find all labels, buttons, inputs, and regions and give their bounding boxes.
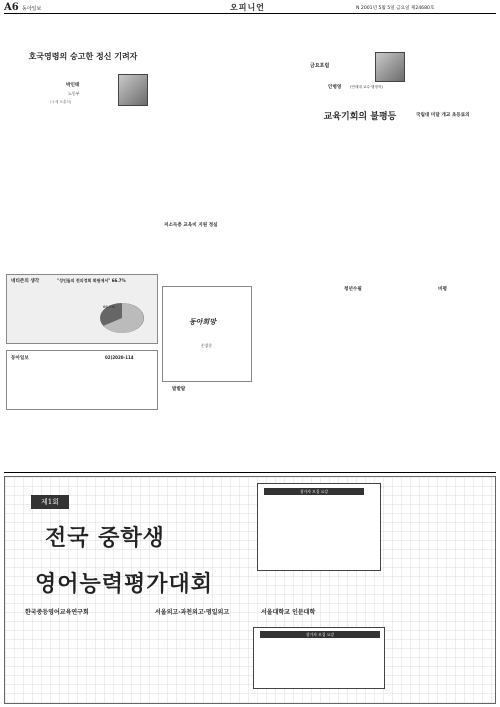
paper-name: 동아일보	[22, 6, 42, 12]
author-photo-left	[118, 74, 148, 106]
section-name: 오피니언	[230, 3, 265, 12]
obituary-body	[408, 296, 496, 466]
advertisement	[4, 476, 496, 704]
guest-column-author-role: (연세대 교수·행정학)	[350, 85, 383, 89]
header-rule	[4, 13, 496, 14]
contact-phone: 02)2020-114	[105, 355, 134, 360]
guest-subhead: 저소득층 교육비 지원 정실	[164, 223, 218, 228]
guest-column-title: 교육기회의 불평등	[323, 112, 397, 122]
guest-body-3	[310, 148, 410, 268]
obituary-label: 비평	[438, 287, 447, 292]
center-body-top-2	[236, 20, 306, 200]
poll-question: "성인들의 전의정회 회원에서" 66.7%	[57, 278, 126, 283]
guest-body-2	[236, 200, 306, 280]
guest-body-1	[162, 200, 232, 280]
left-column-author-role: 노동부	[68, 91, 80, 96]
editorial-body	[162, 396, 252, 466]
page-number: A6	[4, 2, 19, 13]
essay-body-1	[332, 296, 404, 466]
ad-info-box-top	[257, 483, 381, 571]
poll-box	[6, 274, 158, 344]
ad-edition-badge: 제1회	[31, 495, 69, 509]
poll-result: 66.7%	[103, 304, 116, 309]
contact-body	[11, 363, 155, 407]
right-body-top	[412, 20, 496, 106]
editorial-label: 발발탈	[172, 387, 186, 392]
ad-info-box-top-header: 참가자 모집 요강	[264, 488, 364, 495]
left-column-title: 호국영령의 숭고한 정신 기려자	[28, 52, 138, 61]
left-column-author-note: (국제 보훈처)	[50, 100, 72, 104]
left-column-body	[8, 112, 80, 258]
contact-box	[6, 350, 158, 410]
ad-sponsor-3: 서울대학교 인문대학	[261, 609, 316, 616]
poll-body	[11, 289, 81, 329]
essay-label: 청년수필	[344, 287, 362, 292]
ad-sponsor-2: 서울외고·과천외고·명일외고	[155, 609, 230, 616]
ad-info-box-bottom-body	[260, 640, 380, 686]
cartoon-caption: 손창준	[201, 343, 213, 348]
ad-title-line1: 전국 중학생	[45, 526, 165, 551]
page-header	[0, 0, 500, 14]
ad-info-box-bottom-header: 참가자 모집 요강	[260, 631, 380, 638]
ad-separator	[4, 472, 496, 473]
poll-pie-chart	[95, 291, 149, 341]
ad-info-box-top-body	[264, 498, 374, 568]
cartoon-title: 동아희망	[189, 317, 217, 326]
ad-sponsor-1: 한국중등영어교육연구회	[25, 609, 89, 616]
ad-title-line2: 영어능력평가대회	[35, 572, 214, 597]
ad-info-box-bottom	[253, 627, 385, 689]
contact-line1: 동아일보	[11, 356, 29, 361]
center-body-top	[162, 20, 232, 200]
left-column-author: 박인태	[66, 83, 80, 88]
date-line: N 2001년 5월 5일 금요일 제24680호	[356, 6, 435, 11]
cartoon-box	[162, 286, 252, 382]
poll-label: 네티즌의 생각	[11, 279, 40, 284]
right-subhead: 국립대 미달 개교 초등료의	[416, 113, 470, 118]
right-body-mid	[412, 120, 496, 250]
author-photo-guest	[375, 52, 405, 82]
center-lower-body	[256, 286, 328, 466]
guest-column-author: 안병영	[328, 85, 342, 90]
guest-column-tag: 금요포럼	[310, 63, 330, 69]
left-column-body-2	[84, 112, 156, 258]
